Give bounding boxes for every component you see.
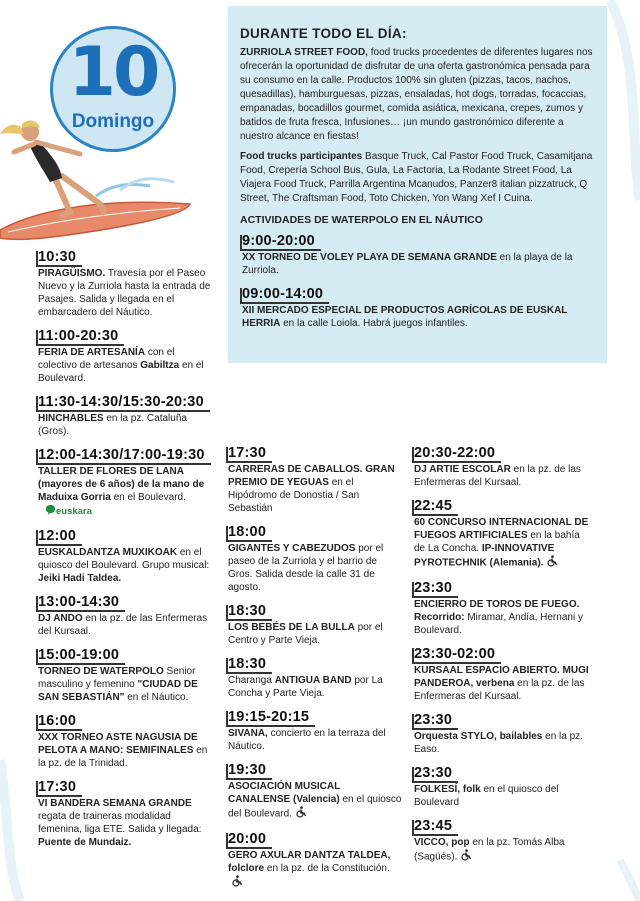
event-description — [412, 664, 592, 703]
event-detail: en el quiosco del Boulevard. — [228, 794, 402, 820]
event-description — [36, 612, 214, 638]
event-time: 09:00-14:00 — [240, 286, 329, 302]
event-title: PIRAGÜISMO. — [38, 268, 106, 279]
event-title: "CIUDAD DE SAN SEBASTIÁN" — [38, 679, 198, 703]
street-food-paragraph — [240, 46, 595, 144]
event-item — [412, 444, 592, 489]
event-description — [36, 731, 214, 770]
event-title: HINCHABLES — [38, 413, 104, 424]
speech-bubble-icon — [45, 504, 56, 519]
euskara-label: euskara — [56, 506, 92, 518]
event-time: 17:30 — [226, 445, 272, 461]
event-detail: en el Boulevard. — [38, 360, 204, 384]
event-detail: en la pz. Easo. — [414, 731, 583, 755]
event-detail: en el quiosco del Boulevard — [414, 784, 559, 808]
event-title: Gabiltza — [140, 360, 180, 371]
event-time: 23:30 — [412, 765, 458, 781]
event-item — [226, 655, 404, 700]
event-item — [226, 523, 404, 594]
event-time: 20:00 — [226, 831, 272, 847]
event-description — [412, 598, 592, 637]
event-detail: Miramar, Andía, Hernani y Boulevard. — [414, 612, 583, 636]
event-title: LOS BEBÉS DE LA BULLA — [228, 622, 355, 633]
event-title: XII MERCADO ESPECIAL DE PRODUCTOS AGRÍCOLAS DE EUSKAL HERRIA — [242, 305, 568, 329]
event-item — [36, 446, 214, 519]
event-time: 11:30-14:30/15:30-20:30 — [36, 394, 210, 410]
event-description — [36, 412, 214, 438]
event-detail: Salida y llegada: — [125, 824, 202, 835]
wheelchair-accessible-icon — [231, 875, 243, 891]
event-item — [226, 444, 404, 515]
event-description — [36, 665, 214, 704]
event-title: IP-INNOVATIVE PYROTECHNIK (Alemania). — [414, 543, 555, 569]
event-description — [226, 780, 404, 822]
event-detail: en la calle Loiola. Habrá juegos infantiles. — [280, 318, 468, 329]
event-title: Orquesta STYLO, bailables — [414, 731, 543, 742]
event-item — [36, 327, 214, 385]
day-name: Domingo — [71, 111, 155, 132]
event-detail: en la pz. de la Constitución. — [264, 863, 390, 874]
food-trucks-title: Food trucks participantes — [240, 151, 363, 162]
event-item — [226, 602, 404, 647]
event-item — [412, 711, 592, 756]
wheelchair-accessible-icon — [546, 555, 558, 571]
event-title: CARRERAS DE CABALLOS. GRAN PREMIO DE YEGUAS — [228, 464, 395, 488]
event-detail: en el quiosco del Boulevard. Grupo musical: — [38, 547, 210, 571]
event-item — [412, 645, 592, 703]
event-title: Puente de Mundaiz. — [38, 837, 132, 848]
waterpolo-heading: ACTIVIDADES DE WATERPOLO EN EL NÁUTICO — [240, 214, 483, 226]
event-time: 15:00-19:00 — [36, 647, 125, 663]
event-title: GIGANTES Y CABEZUDOS — [228, 543, 356, 554]
event-time: 11:00-20:30 — [36, 328, 124, 344]
event-description — [36, 267, 214, 319]
event-description — [412, 516, 592, 571]
event-time: 9:00-20:00 — [240, 233, 321, 249]
event-title: KURSAAL ESPACIO ABIERTO. MUGI PANDEROA, verbena — [414, 665, 589, 689]
event-title: VICCO, pop — [414, 837, 470, 848]
event-detail: en la playa de la Zurriola. — [242, 252, 573, 276]
event-item — [226, 830, 404, 891]
event-detail: por el paseo de la Zurriola y el barrio de Gros. Salida desde la calle 31 de agosto. — [228, 543, 384, 593]
event-title: EUSKALDANTZA MUXIKOAK — [38, 547, 178, 558]
event-description — [240, 251, 595, 277]
event-time: 23:45 — [412, 818, 458, 834]
event-item — [240, 232, 595, 277]
event-detail: Charanga — [228, 675, 275, 686]
event-description — [36, 546, 214, 585]
event-time: 17:30 — [36, 779, 82, 795]
event-title: GERO AXULAR DANTZA TALDEA, folclore — [228, 850, 391, 874]
event-item — [412, 497, 592, 571]
event-detail: en el Náutico. — [124, 692, 189, 703]
event-detail: en el Boulevard. — [110, 492, 186, 503]
event-description — [412, 730, 592, 756]
event-time: 20:30-22:00 — [412, 445, 501, 461]
wheelchair-accessible-icon — [460, 849, 472, 865]
event-detail: en la bahía de La Concha. — [414, 530, 580, 554]
event-title: Jeiki Hadi Taldea. — [38, 573, 122, 584]
surfer-illustration — [0, 112, 195, 252]
event-time: 16:00 — [36, 713, 82, 729]
wheelchair-accessible-icon — [295, 806, 307, 822]
street-food-title: ZURRIOLA STREET FOOD, — [240, 47, 368, 58]
all-day-heading: DURANTE TODO EL DÍA: — [240, 26, 407, 41]
event-description — [412, 783, 592, 809]
event-item — [36, 778, 214, 849]
event-detail: en la pz. de las Enfermeras del Kursaal. — [414, 464, 581, 488]
event-time: 23:30-02:00 — [412, 646, 501, 662]
event-description — [226, 463, 404, 515]
event-time: 19:30 — [226, 762, 272, 778]
event-detail: en la pz. Tomás Alba (Sagüés). — [414, 837, 565, 863]
event-description — [226, 542, 404, 594]
event-description — [226, 674, 404, 700]
event-title: DJ ARTIE ESCOLAR — [414, 464, 511, 475]
event-time: 13:00-14:30 — [36, 594, 125, 610]
event-item — [36, 712, 214, 770]
schedule-column-2 — [226, 444, 404, 899]
all-day-box — [228, 6, 607, 363]
schedule-column-3 — [412, 444, 592, 873]
euskara-badge — [42, 504, 92, 519]
event-detail: en la pz. de las Enfermeras del Kursaal. — [38, 613, 208, 637]
event-item — [412, 579, 592, 637]
event-title: VI BANDERA SEMANA GRANDE — [38, 798, 192, 809]
event-item — [226, 708, 404, 753]
event-detail: por el Centro y Parte Vieja. — [228, 622, 383, 646]
event-detail: en la pz. de las Enfermeras del Kursaal. — [414, 678, 585, 702]
event-time: 12:00-14:30/17:00-19:30 — [36, 447, 211, 463]
event-description — [412, 463, 592, 489]
event-time: 18:30 — [226, 656, 272, 672]
event-title: ENCIERRO DE TOROS DE FUEGO. — [414, 599, 580, 610]
event-time: 23:30 — [412, 580, 458, 596]
event-detail: Senior masculino y femenino — [38, 666, 196, 690]
event-description — [36, 346, 214, 385]
event-description — [412, 836, 592, 865]
event-title: TALLER DE FLORES DE LANA (mayores de 6 años) de la mano de Maduixa Gorria — [38, 466, 205, 503]
event-title: 60 CONCURSO INTERNACIONAL DE FUEGOS ARTIFICIALES — [414, 517, 589, 541]
event-detail: en el Hipódromo de Donostia / San Sebastián — [228, 477, 360, 514]
event-title: ANTIGUA BAND — [274, 675, 352, 686]
event-item — [36, 646, 214, 704]
event-title: XXX TORNEO ASTE NAGUSIA DE PELOTA A MANO: SEMIFINALES — [38, 732, 198, 756]
event-detail: en la pz. Cataluña (Gros). — [38, 413, 187, 437]
event-detail: Travesía por el Paseo Nuevo y la Zurriola hasta la entrada de Pasajes. Salida y llegada en el embarcadero del Náutico. — [38, 268, 211, 318]
event-time: 18:30 — [226, 603, 272, 619]
day-number: 10 — [68, 33, 158, 112]
event-description — [36, 797, 214, 849]
food-trucks-text: Basque Truck, Cal Pastor Food Truck, Casamitjana Food, Crepería School Bus, Gula, La Factoria, La Rodante Street Food, La Viajera Food Truck, Parrilla Argentina Mcanudos, Panzer8 italian pizzatruck, Q Street, The Craftsman Food, Toto Chicken, Yon Wang Xef I Cuina. — [240, 151, 593, 204]
event-description — [226, 849, 404, 891]
event-item — [36, 248, 214, 319]
event-title: TORNEO DE WATERPOLO — [38, 666, 164, 677]
event-title: Recorrido: — [414, 612, 465, 623]
event-detail: concierto en la terraza del Náutico. — [228, 728, 386, 752]
event-title: ASOCIACIÓN MUSICAL CANALENSE (Valencia) — [228, 781, 341, 805]
event-item — [36, 527, 214, 585]
schedule-column-1 — [36, 248, 214, 857]
event-item — [36, 593, 214, 638]
event-time: 22:45 — [412, 498, 458, 514]
event-time: 12:00 — [36, 528, 82, 544]
event-title: SIVANA, — [228, 728, 268, 739]
event-description — [226, 621, 404, 647]
food-trucks-paragraph — [240, 150, 595, 206]
event-description — [226, 727, 404, 753]
event-title: FOLKESÍ, folk — [414, 784, 481, 795]
street-food-text: food trucks procedentes de diferentes lugares nos ofrecerán la oportunidad de disfrutar de una oferta gastronómica pensada para su consumo en la calle. Productos 100% sin gluten (pizzas, tacos, nachos, quesadillas), hamburguesas, pizzas, ensaladas, hot dogs, torradas, focaccias, empanadas, bocadillos gourmet, comida asiática, mexicana, crepes, zumos y batidos de fruta fresca, Infusiones… ¡un mundo gastronómico diferente a nuestro alcance en fiestas! — [240, 47, 593, 142]
event-description — [240, 304, 595, 330]
event-title: FERIA DE ARTESANÍA — [38, 347, 146, 358]
event-detail: por La Concha y Parte Vieja. — [228, 675, 383, 699]
event-detail: con el colectivo de artesanos — [38, 347, 175, 371]
event-detail: en la pz. de la Trinidad. — [38, 745, 208, 769]
event-item — [412, 764, 592, 809]
event-item — [240, 285, 595, 330]
event-time: 23:30 — [412, 712, 458, 728]
event-item — [36, 393, 214, 438]
event-time: 10:30 — [36, 249, 82, 265]
event-title: XX TORNEO DE VOLEY PLAYA DE SEMANA GRANDE — [242, 252, 497, 263]
event-time: 19:15-20:15 — [226, 709, 315, 725]
event-title: DJ ANDO — [38, 613, 83, 624]
event-detail: regata de traineras modalidad femenina, liga ETE. — [38, 811, 171, 835]
event-description — [36, 465, 214, 519]
event-item — [412, 817, 592, 865]
event-item — [226, 761, 404, 822]
event-time: 18:00 — [226, 524, 272, 540]
